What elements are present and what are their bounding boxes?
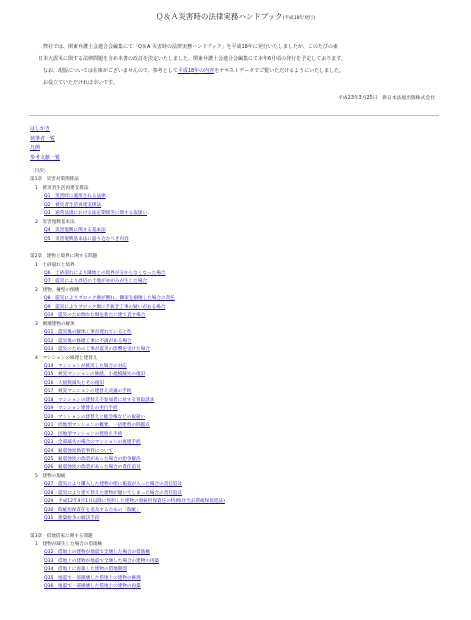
past-content-link[interactable]: 平成18年の内容 bbox=[177, 68, 215, 74]
toc-chapter-heading: 第3章 借地借家に関する問題 bbox=[30, 533, 93, 539]
toc-question-link[interactable]: Q20 マンションの建替えと総会権などの取扱い bbox=[44, 414, 146, 420]
toc-question-link[interactable]: Q5 災害復興基本法に盛り込むべき内容 bbox=[44, 236, 129, 242]
toc-question-item bbox=[30, 338, 450, 346]
toc-question-item bbox=[30, 405, 450, 413]
toc-question-link[interactable]: Q4 災害復興に関する基本法 bbox=[44, 228, 106, 234]
intro-text bbox=[38, 41, 433, 89]
table-of-contents bbox=[30, 168, 450, 592]
toc-question-item bbox=[30, 329, 450, 337]
toc-section-heading: 2 災害復興基本法 bbox=[35, 219, 75, 225]
toc-question-item bbox=[30, 227, 450, 235]
toc-section-heading: 4 マンションの修理と建替え bbox=[35, 355, 98, 361]
toc-question-link[interactable]: Q2 被災者生活再建支援法 bbox=[44, 202, 102, 208]
toc-question-link[interactable]: Q28 震災により建て替えた建物が傾いてしまった場合の責任追及 bbox=[44, 490, 183, 496]
toc-question-item bbox=[30, 498, 450, 506]
toc-question-link[interactable]: Q26 耐震強度の偽装があった場合の責任追及 bbox=[44, 465, 141, 471]
toc-spacer bbox=[30, 524, 450, 533]
toc-section-heading: 1 建物が滅失した場合の借地権 bbox=[35, 542, 103, 548]
toc-question-item bbox=[30, 549, 450, 557]
toc-question-link[interactable]: Q18 マンションの建替え不参加者に対する買取請求 bbox=[44, 397, 155, 403]
page-title bbox=[0, 13, 471, 22]
toc-question-link[interactable]: Q14 マンションが被災した場合の対応 bbox=[44, 363, 127, 369]
toc-question-item bbox=[30, 346, 450, 354]
toc-question-link[interactable]: Q32 借地上の建物が地震で全壊した場合の借地権 bbox=[44, 550, 150, 556]
toc-question-item bbox=[30, 422, 450, 430]
toc-question-link[interactable]: Q1 災害時に適用される法律 bbox=[44, 194, 106, 200]
intro-line-2: 日本大震災に関する法律問題を含め本書の改訂を決定いたしました。関東弁護士会連合会編集にて本年6月頃の発行を予定しております。 bbox=[38, 56, 346, 62]
toc-section-heading: 1 土砂崩れと境界 bbox=[35, 262, 75, 268]
toc-question-item bbox=[30, 278, 450, 286]
toc-question-item bbox=[30, 380, 450, 388]
toc-question-link[interactable]: Q7 震災により周辺の土地がゆがみが生じた場合 bbox=[44, 279, 148, 285]
link-authors[interactable]: 執筆者一覧 bbox=[30, 135, 56, 142]
toc-question-link[interactable]: Q33 借地上の建物が地震で全壊した場合の建物の再築 bbox=[44, 558, 160, 564]
toc-question-item bbox=[30, 566, 450, 574]
toc-question-link[interactable]: Q15 被災マンションの修繕、小規模滅失の復旧 bbox=[44, 372, 146, 378]
toc-section-heading: 5 建物の瑕疵 bbox=[35, 473, 66, 479]
toc-question-item bbox=[30, 481, 450, 489]
toc-question-item bbox=[30, 558, 450, 566]
front-matter-links bbox=[30, 125, 60, 163]
link-preface[interactable]: はしがき bbox=[30, 126, 51, 132]
toc-question-item bbox=[30, 202, 450, 210]
toc-question-link[interactable]: Q34 借地上に再築した建物の借地期間 bbox=[44, 567, 127, 573]
toc-question-link[interactable]: Q29 平成12年4月1日以降に契約した建物の瑕疵担保責任の特例(住宅品質確保促進法) bbox=[44, 499, 225, 505]
toc-question-item bbox=[30, 507, 450, 515]
intro-line-3 bbox=[38, 65, 433, 77]
toc-question-link[interactable]: Q30 瑕疵担保責任を追及するための「瑕疵」 bbox=[44, 507, 141, 513]
toc-question-link[interactable]: Q17 被災マンションの建替え決議の手続 bbox=[44, 389, 132, 395]
toc-question-item bbox=[30, 363, 450, 371]
toc-question-link[interactable]: Q12 震災後の修繕工事に不満がある場合 bbox=[44, 338, 132, 344]
toc-question-link[interactable]: Q35 地震で一部損壊した借地上の建物の修理 bbox=[44, 575, 141, 581]
toc-question-link[interactable]: Q23 全部滅失の場合のマンションの再建手続 bbox=[44, 440, 141, 446]
toc-question-item bbox=[30, 414, 450, 422]
toc-question-link[interactable]: Q16 大規模滅失とその復旧 bbox=[44, 380, 104, 386]
toc-question-link[interactable]: Q25 耐震強度の偽装があった場合の紛争解決 bbox=[44, 456, 141, 462]
toc-question-item bbox=[30, 388, 450, 396]
toc-question-link[interactable]: Q24 耐震強度偽装事件について bbox=[44, 448, 114, 454]
toc-question-item bbox=[30, 295, 450, 303]
toc-question-link[interactable]: Q22 団地型マンションの建替え手続 bbox=[44, 431, 123, 437]
toc-question-item bbox=[30, 371, 450, 379]
toc-heading: 〔目次〕 bbox=[30, 169, 49, 174]
toc-section-heading: 2 建物、擁壁の倒壊 bbox=[35, 287, 80, 293]
toc-chapter-heading: 第2章 建物と境界に関する問題 bbox=[30, 254, 98, 260]
toc-question-link[interactable]: Q27 震災により購入した建物の壁に亀裂が入った場合の責任追及 bbox=[44, 482, 183, 488]
toc-question-item bbox=[30, 193, 450, 201]
toc-question-item bbox=[30, 236, 450, 244]
toc-question-item bbox=[30, 210, 450, 218]
toc-question-link[interactable]: Q31 建築紛争の解決手段 bbox=[44, 516, 100, 522]
title-main: Ｑ＆Ａ災害時の法律実務ハンドブック bbox=[155, 12, 283, 21]
toc-question-link[interactable]: Q36 地震で一部損壊した借地上の建物の再築 bbox=[44, 584, 141, 590]
toc-question-item bbox=[30, 575, 450, 583]
toc-question-link[interactable]: Q13 震災のための工事が震災の影響を受けた場合 bbox=[44, 347, 150, 353]
toc-question-link[interactable]: Q19 マンション建替えの実行手続 bbox=[44, 406, 118, 412]
toc-chapter-heading: 第1章 災害対策関係法 bbox=[30, 177, 79, 183]
toc-question-item bbox=[30, 448, 450, 456]
link-references[interactable]: 参考文献一覧 bbox=[30, 154, 61, 161]
toc-question-item bbox=[30, 515, 450, 523]
toc-question-item bbox=[30, 397, 450, 405]
toc-question-link[interactable]: Q9 震災によりブロック塀に手抜き工事の疑いがある場合 bbox=[44, 304, 166, 310]
title-sub: (平成18年発行) bbox=[282, 16, 316, 21]
toc-section-heading: 1 被災者生活再建支援法 bbox=[35, 185, 89, 191]
toc-question-item bbox=[30, 270, 450, 278]
toc-section-heading: 3 倒壊建物の解体 bbox=[35, 321, 75, 327]
toc-question-link[interactable]: Q11 震災後の解体工事が遅れていると些 bbox=[44, 330, 132, 336]
toc-question-link[interactable]: Q3 通常法規における法定期間等に関する取扱い bbox=[44, 211, 148, 217]
intro-p2-post: をテキストデータでご覧いただけるようにいたしました。 bbox=[214, 68, 345, 74]
toc-question-item bbox=[30, 456, 450, 464]
toc-question-item bbox=[30, 490, 450, 498]
toc-question-item bbox=[30, 464, 450, 472]
toc-spacer bbox=[30, 244, 450, 253]
toc-question-link[interactable]: Q10 震災のため倒れた塀を新たに建て直す場合 bbox=[44, 313, 146, 319]
intro-line-4: お役立ていただければ幸いです。 bbox=[43, 80, 118, 86]
intro-p2-pre: なお、現版については在庫がございませんので、参考として bbox=[43, 68, 178, 74]
intro-line-1: 弊社では、関東弁護士会連合会編集にて「Q＆A 災害時の法律実務ハンドブック」を平成18年に発行いたしましたが、このたびの東 bbox=[43, 44, 338, 50]
toc-question-link[interactable]: Q6 土砂崩れにより隣地との境界が分からなくなった場合 bbox=[44, 270, 166, 276]
divider bbox=[29, 115, 439, 116]
toc-question-item bbox=[30, 439, 450, 447]
toc-question-item bbox=[30, 583, 450, 591]
toc-question-item bbox=[30, 312, 450, 320]
link-notes[interactable]: 凡例 bbox=[30, 145, 41, 151]
toc-question-link[interactable]: Q21 団地型マンションの概要、一括建替の問題点 bbox=[44, 423, 150, 429]
toc-question-link[interactable]: Q8 震災によりブロック塀が倒れ、隣家を損壊した場合の責任 bbox=[44, 296, 175, 302]
toc-question-item bbox=[30, 431, 450, 439]
signature: 平成23年3月25日 新日本法規出版株式会社 bbox=[338, 96, 435, 101]
toc-question-item bbox=[30, 304, 450, 312]
